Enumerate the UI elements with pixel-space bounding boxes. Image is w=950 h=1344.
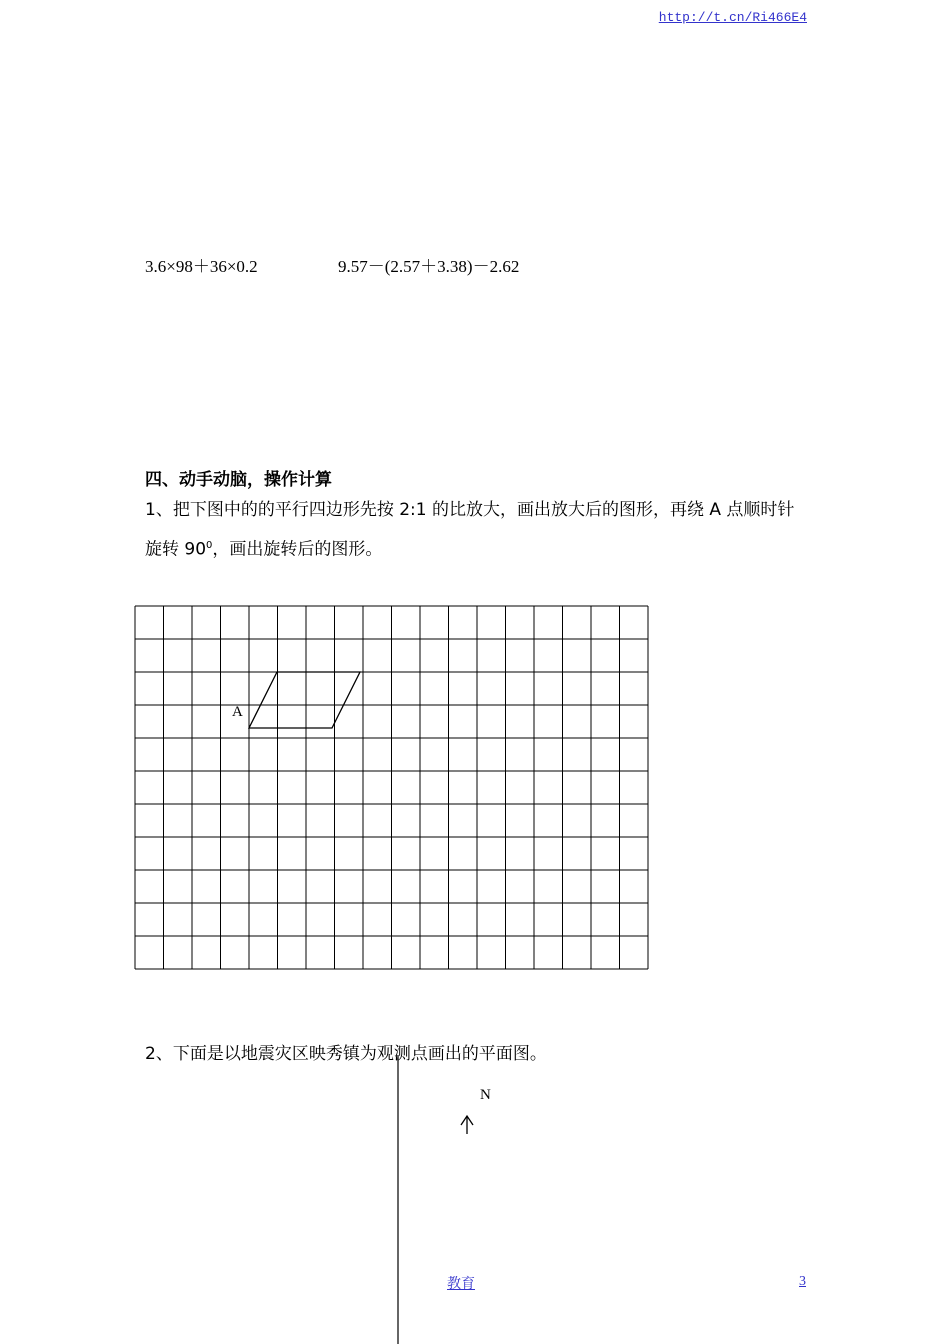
page-number: 3 — [799, 1274, 806, 1289]
question-1-text-after: ，画出旋转后的图形。 — [212, 539, 383, 560]
grid-paper — [135, 606, 648, 969]
north-label: N — [480, 1087, 491, 1103]
question-2-text: 2、下面是以地震灾区映秀镇为观测点画出的平面图。 — [145, 1044, 547, 1064]
section-title: 四、动手动脑，操作计算 — [145, 470, 332, 490]
degree-superscript: 0 — [206, 540, 213, 551]
parallelogram-shape — [249, 672, 360, 728]
point-a-label: A — [232, 704, 243, 720]
expression-2: 9.57－(2.57＋3.38)－2.62 — [338, 257, 520, 276]
header-url-link[interactable]: http://t.cn/Ri466E4 — [658, 10, 807, 25]
question-1-text-before: 1、把下图中的的平行四边形先按 2:1 的比放大，画出放大后的图形，再绕 A 点顺时针旋转 90 — [145, 500, 795, 560]
footer-link[interactable]: 教育 — [447, 1276, 475, 1292]
expression-1: 3.6×98＋36×0.2 — [145, 257, 258, 276]
north-arrow-icon — [461, 1116, 473, 1134]
